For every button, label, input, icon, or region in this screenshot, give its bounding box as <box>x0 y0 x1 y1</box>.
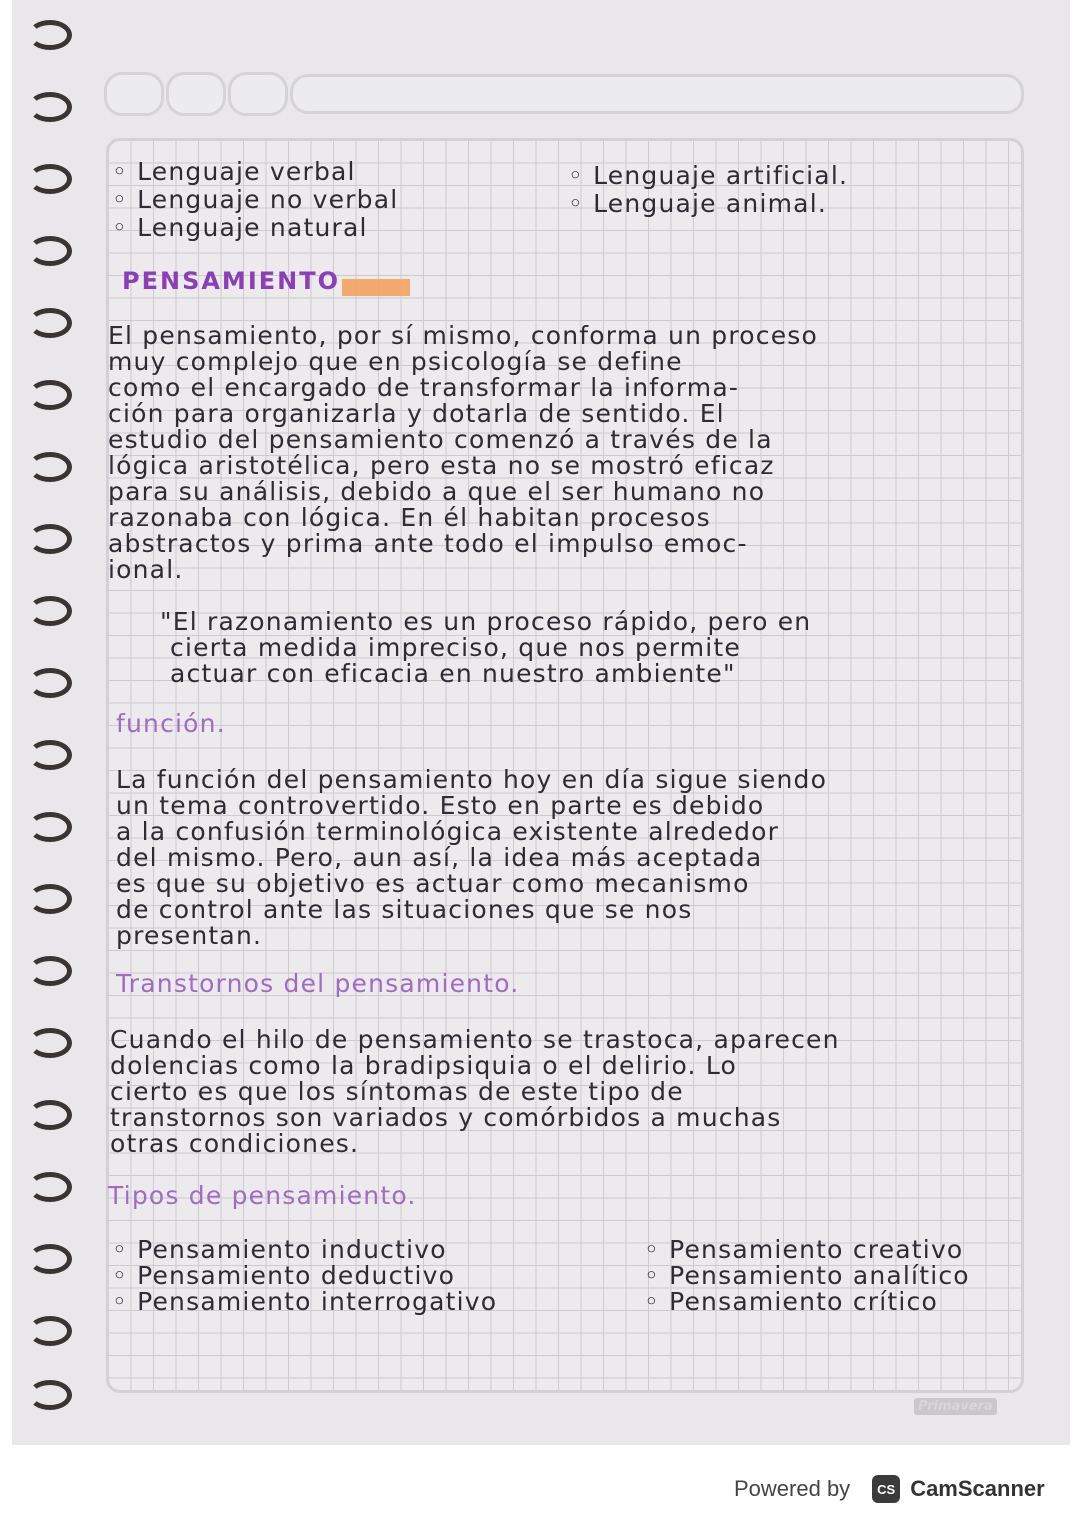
paragraph-line: La función del pensamiento hoy en día sigue siendo <box>116 765 828 794</box>
list-item: ◦ Pensamiento creativo <box>644 1235 964 1264</box>
list-item: ◦ Pensamiento crítico <box>644 1287 938 1316</box>
paragraph-line: El pensamiento, por sí mismo, conforma un proceso <box>108 321 819 350</box>
section-title-trastornos: Transtornos del pensamiento. <box>116 969 520 998</box>
spiral-binding <box>12 20 72 1410</box>
section-title-tipos: Tipos de pensamiento. <box>108 1181 417 1210</box>
camscanner-footer <box>734 1472 1045 1506</box>
powered-by-label: Powered by <box>734 1476 851 1501</box>
highlighter-mark <box>342 279 410 296</box>
list-item: ◦ Lenguaje animal. <box>568 189 827 218</box>
paragraph-line: transtornos son variados y comórbidos a muchas <box>110 1103 782 1132</box>
list-item: ◦ Pensamiento deductivo <box>112 1261 456 1290</box>
paragraph-line: un tema controvertido. Esto en parte es debido <box>116 791 765 820</box>
camscanner-name: CamScanner <box>910 1476 1045 1501</box>
notebook-brand-logo: Primavera <box>914 1398 997 1415</box>
paragraph-line: para su análisis, debido a que el ser humano no <box>108 477 766 506</box>
paragraph-line: Cuando el hilo de pensamiento se trastoca, aparecen <box>110 1025 840 1054</box>
quote-line: cierta medida impreciso, que nos permite <box>170 633 742 662</box>
list-item: ◦ Lenguaje artificial. <box>568 161 849 190</box>
list-item: ◦ Pensamiento inductivo <box>112 1235 447 1264</box>
paragraph-line: ción para organizarla y dotarla de sentido. El <box>108 399 725 428</box>
list-item: ◦ Pensamiento analítico <box>644 1261 970 1290</box>
paragraph-line: ional. <box>108 555 184 584</box>
paragraph-line: lógica aristotélica, pero esta no se mostró eficaz <box>108 451 775 480</box>
paragraph-line: razonaba con lógica. En él habitan procesos <box>108 503 711 532</box>
paragraph-line: de control ante las situaciones que se nos <box>116 895 693 924</box>
paragraph-line: estudio del pensamiento comenzó a través de la <box>108 425 773 454</box>
paragraph-line: del mismo. Pero, aun así, la idea más aceptada <box>116 843 763 872</box>
header-title-bar <box>290 74 1024 114</box>
paragraph-line: muy complejo que en psicología se define <box>108 347 683 376</box>
header-fields <box>104 72 1034 116</box>
list-item: ◦ Lenguaje verbal <box>112 157 356 186</box>
paragraph-line: dolencias como la bradipsiquia o el delirio. Lo <box>110 1051 738 1080</box>
list-item: ◦ Pensamiento interrogativo <box>112 1287 498 1316</box>
paragraph-line: cierto es que los síntomas de este tipo de <box>110 1077 684 1106</box>
paragraph-line: como el encargado de transformar la informa- <box>108 373 740 402</box>
quote-line: "El razonamiento es un proceso rápido, pero en <box>160 607 812 636</box>
header-circle-2 <box>166 72 226 116</box>
quote-line: actuar con eficacia en nuestro ambiente" <box>170 659 736 688</box>
list-item: ◦ Lenguaje no verbal <box>112 185 399 214</box>
section-title-funcion: función. <box>116 709 226 738</box>
paragraph-line: abstractos y prima ante todo el impulso emoc- <box>108 529 748 558</box>
header-circle-3 <box>228 72 288 116</box>
paragraph-line: otras condiciones. <box>110 1129 360 1158</box>
paragraph-line: es que su objetivo es actuar como mecanismo <box>116 869 750 898</box>
header-circle-1 <box>104 72 164 116</box>
paragraph-line: presentan. <box>116 921 263 950</box>
camscanner-icon: CS <box>872 1475 900 1503</box>
section-title-pensamiento: PENSAMIENTO <box>122 267 340 295</box>
list-item: ◦ Lenguaje natural <box>112 213 368 242</box>
paragraph-line: a la confusión terminológica existente alrededor <box>116 817 780 846</box>
